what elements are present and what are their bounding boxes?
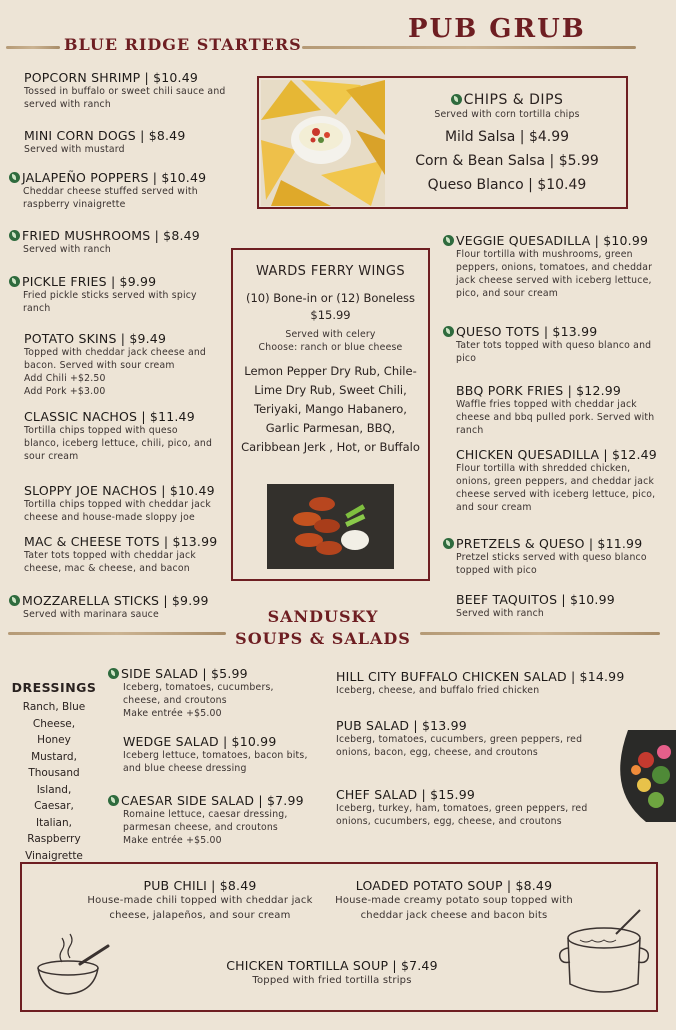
soups-box xyxy=(20,862,658,1012)
chips-subtitle: Served with corn tortilla chips xyxy=(434,109,580,120)
item-name: PICKLE FRIES | $9.99 xyxy=(22,274,157,289)
item-desc: Romaine lettuce, caesar dressing, parmesan cheese, and croutons xyxy=(123,809,288,833)
item-name: PUB SALAD | $13.99 xyxy=(336,718,467,733)
menu-item xyxy=(443,324,653,365)
chips-dips-box xyxy=(257,76,628,209)
item-name: PUB CHILI | $8.49 xyxy=(143,878,257,893)
item-name: LOADED POTATO SOUP | $8.49 xyxy=(355,878,553,893)
soups-rule-right xyxy=(420,632,660,635)
menu-item xyxy=(336,669,636,697)
item-name: QUESO TOTS | $13.99 xyxy=(456,324,598,339)
item-desc: Tater tots topped with queso blanco and pico xyxy=(456,340,652,364)
vegetarian-leaf-icon xyxy=(443,235,454,246)
item-desc: Waffle fries topped with cheddar jack cheese and bbq pulled pork. Served with ranch xyxy=(456,399,655,436)
item-desc: Served with ranch xyxy=(456,608,545,619)
item-desc: Tortilla chips topped with queso blanco, iceberg lettuce, chili, pico, and sour cream xyxy=(24,425,213,462)
soup-pot-icon xyxy=(556,908,654,1004)
menu-item xyxy=(108,666,308,720)
starters-heading: BLUE RIDGE STARTERS xyxy=(64,35,302,54)
item-name: BBQ PORK FRIES | $12.99 xyxy=(456,383,622,398)
chips-title: CHIPS & DIPS xyxy=(463,92,564,108)
item-name: VEGGIE QUESADILLA | $10.99 xyxy=(456,233,649,248)
chips-image-icon xyxy=(261,80,385,206)
item-name: JALAPEÑO POPPERS | $10.49 xyxy=(22,170,207,185)
menu-item xyxy=(24,128,234,156)
item-desc: Flour tortilla with shredded chicken, onions, green peppers, and cheddar jack cheese served with iceberg lettuce, pico, and sour cream xyxy=(456,463,656,513)
dressings-heading: DRESSINGS xyxy=(11,680,97,695)
vegetarian-leaf-icon xyxy=(9,172,20,183)
wings-flavors: Lemon Pepper Dry Rub, Chile-Lime Dry Rub, Sweet Chili, Teriyaki, Mango Habanero, Garlic Parmesan, BBQ, Caribbean Jerk , Hot, or Buffalo xyxy=(241,364,420,454)
vegetarian-leaf-icon xyxy=(451,94,462,105)
vegetarian-leaf-icon xyxy=(108,795,119,806)
menu-item xyxy=(172,958,492,988)
item-name: POPCORN SHRIMP | $10.49 xyxy=(24,70,199,85)
item-name: HILL CITY BUFFALO CHICKEN SALAD | $14.99 xyxy=(336,669,625,684)
item-desc: Iceberg, tomatoes, cucumbers, green peppers, red onions, bacon, egg, cheese, and croutons xyxy=(336,734,583,758)
menu-item xyxy=(9,274,209,315)
item-name: CAESAR SIDE SALAD | $7.99 xyxy=(121,793,304,808)
item-name: MOZZARELLA STICKS | $9.99 xyxy=(22,593,209,608)
item-addon: Add Chili +$2.50 xyxy=(24,373,106,384)
wings-sizes: (10) Bone-in or (12) Boneless xyxy=(245,291,416,305)
soups-heading xyxy=(228,606,418,650)
soups-heading-line1: SANDUSKY xyxy=(267,607,379,626)
item-name: MINI CORN DOGS | $8.49 xyxy=(24,128,186,143)
item-addon: Make entrée +$5.00 xyxy=(123,835,222,846)
item-desc: Tortilla chips topped with cheddar jack cheese and house-made sloppy joe xyxy=(24,499,211,523)
item-desc: Served with marinara sauce xyxy=(23,609,159,620)
menu-item xyxy=(336,787,616,828)
menu-item xyxy=(443,536,653,577)
vegetarian-leaf-icon xyxy=(443,538,454,549)
item-desc: Iceberg, tomatoes, cucumbers, cheese, and croutons xyxy=(123,682,274,706)
chips-option: Mild Salsa | $4.99 xyxy=(444,129,570,145)
chips-option: Queso Blanco | $10.49 xyxy=(427,177,587,193)
item-desc: Tater tots topped with cheddar jack cheese, mac & cheese, and bacon xyxy=(24,550,196,574)
item-name: CHEF SALAD | $15.99 xyxy=(336,787,476,802)
menu-item xyxy=(9,170,209,211)
item-name: CHICKEN TORTILLA SOUP | $7.49 xyxy=(226,958,438,973)
wings-served: Served with celery xyxy=(285,329,376,340)
item-desc: Fried pickle sticks served with spicy ranch xyxy=(23,290,197,314)
item-name: SIDE SALAD | $5.99 xyxy=(121,666,248,681)
menu-item xyxy=(108,793,318,847)
menu-item xyxy=(9,593,229,621)
menu-item xyxy=(80,878,320,923)
item-desc: Topped with fried tortilla strips xyxy=(252,975,412,986)
wings-box xyxy=(231,248,430,581)
menu-item xyxy=(24,409,214,463)
menu-item xyxy=(123,734,308,775)
item-desc: Iceberg, cheese, and buffalo fried chicken xyxy=(336,685,540,696)
wings-choice: Choose: ranch or blue cheese xyxy=(258,342,403,353)
menu-item xyxy=(9,228,229,256)
wings-photo xyxy=(267,484,394,569)
menu-item xyxy=(456,383,656,437)
menu-item xyxy=(443,233,655,300)
page-title: PUB GRUB xyxy=(408,14,586,44)
vegetarian-leaf-icon xyxy=(108,668,119,679)
menu-item xyxy=(334,878,574,923)
item-desc: Served with mustard xyxy=(24,144,125,155)
item-desc: Pretzel sticks served with queso blanco topped with pico xyxy=(456,552,647,576)
dressings-list: Ranch, Blue Cheese, Honey Mustard, Thousand Island, Caesar, Italian, Raspberry Vinaigrette xyxy=(22,701,86,862)
item-name: MAC & CHEESE TOTS | $13.99 xyxy=(24,534,218,549)
menu-item xyxy=(336,718,606,759)
menu-item xyxy=(456,447,658,514)
item-desc: Topped with cheddar jack cheese and bacon. Served with sour cream xyxy=(24,347,207,371)
menu-item xyxy=(456,592,656,620)
item-desc: Iceberg lettuce, tomatoes, bacon bits, and blue cheese dressing xyxy=(123,750,308,774)
item-addon: Make entrée +$5.00 xyxy=(123,708,222,719)
vegetarian-leaf-icon xyxy=(443,326,454,337)
item-name: SLOPPY JOE NACHOS | $10.49 xyxy=(24,483,215,498)
menu-item xyxy=(24,483,220,524)
wings-image-icon xyxy=(267,484,394,569)
vegetarian-leaf-icon xyxy=(9,276,20,287)
item-name: WEDGE SALAD | $10.99 xyxy=(123,734,277,749)
soups-heading-line2: SOUPS & SALADS xyxy=(235,629,411,648)
soup-bowl-icon xyxy=(34,930,114,1000)
header-rule-right xyxy=(302,46,636,49)
item-desc: Served with ranch xyxy=(23,244,112,255)
chips-photo xyxy=(261,80,385,206)
item-desc: House-made chili topped with cheddar jack cheese, jalapeños, and sour cream xyxy=(87,895,313,921)
salad-photo xyxy=(606,730,676,822)
item-addon: Add Pork +$3.00 xyxy=(24,386,106,397)
wings-title: WARDS FERRY WINGS xyxy=(255,264,405,279)
item-name: BEEF TAQUITOS | $10.99 xyxy=(456,592,615,607)
vegetarian-leaf-icon xyxy=(9,595,20,606)
item-desc: Flour tortilla with mushrooms, green peppers, onions, tomatoes, and cheddar jack cheese served with iceberg lettuce, pico, and sour cream xyxy=(456,249,653,299)
item-name: CHICKEN QUESADILLA | $12.49 xyxy=(456,447,657,462)
item-name: PRETZELS & QUESO | $11.99 xyxy=(456,536,643,551)
wings-price: $15.99 xyxy=(310,308,351,322)
item-name: CLASSIC NACHOS | $11.49 xyxy=(24,409,195,424)
menu-item xyxy=(24,534,218,575)
chips-option: Corn & Bean Salsa | $5.99 xyxy=(415,153,599,169)
item-desc: Iceberg, turkey, ham, tomatoes, green peppers, red onions, cucumbers, egg, cheese, and croutons xyxy=(336,803,588,827)
item-desc: House-made creamy potato soup topped with cheddar jack cheese and bacon bits xyxy=(335,895,573,921)
header-rule-left xyxy=(6,46,60,49)
salad-image-icon xyxy=(606,730,676,822)
vegetarian-leaf-icon xyxy=(9,230,20,241)
item-desc: Tossed in buffalo or sweet chili sauce and served with ranch xyxy=(24,86,226,110)
dressings-block xyxy=(8,680,100,864)
item-desc: Cheddar cheese stuffed served with raspberry vinaigrette xyxy=(23,186,198,210)
item-name: POTATO SKINS | $9.49 xyxy=(24,331,167,346)
soups-rule-left xyxy=(8,632,226,635)
item-name: FRIED MUSHROOMS | $8.49 xyxy=(22,228,200,243)
menu-item xyxy=(24,70,234,111)
menu-item xyxy=(24,331,216,398)
